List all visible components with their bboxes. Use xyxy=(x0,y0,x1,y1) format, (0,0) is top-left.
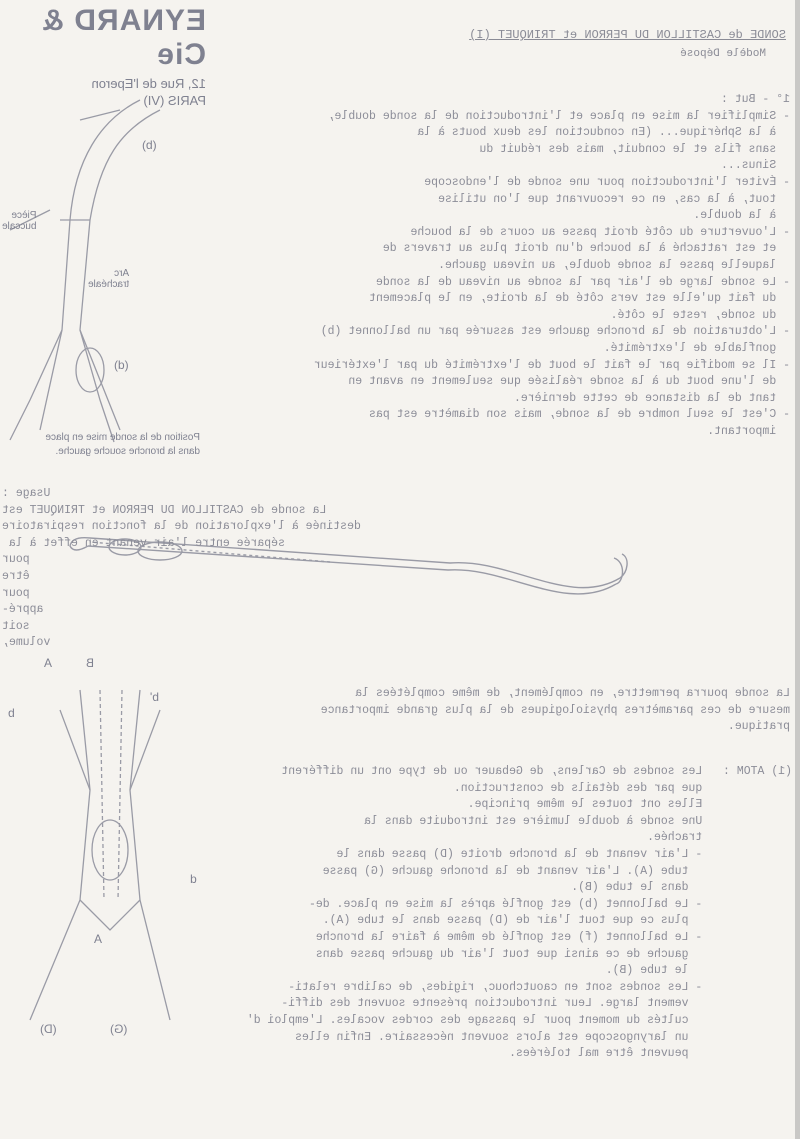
but-heading: 1° - But : xyxy=(720,93,790,106)
label-A: A xyxy=(44,656,53,670)
atom-line: - Le ballonnet (b) est gonflé après la mise en place. de- xyxy=(308,897,792,911)
usage-line: appré- xyxy=(2,603,430,617)
bronchi-figure xyxy=(0,650,200,1040)
label-b: (b) xyxy=(142,138,157,152)
atom-line: dans le tube (B). xyxy=(571,881,792,895)
but-line: sans fils et le conduit, mais des réduit du xyxy=(479,142,790,156)
atom-line: que par des détails de construction. xyxy=(453,781,792,795)
label-D: (D) xyxy=(40,1022,57,1036)
but-line: important. xyxy=(707,424,790,438)
label-b-small: b xyxy=(8,706,15,720)
atom-line: trachée. xyxy=(647,831,792,845)
usage-line: volume, xyxy=(2,636,437,650)
but-line: du sonde, reste le côté. xyxy=(610,308,790,322)
but-line: Sinus... xyxy=(714,159,790,173)
usage-section xyxy=(2,486,792,652)
atom-line: tube (A). L'air venant de la bronche gauche (G) passe xyxy=(322,864,792,878)
usage-line: pour xyxy=(2,553,417,567)
usage-line: soit xyxy=(2,619,417,633)
usage-line: destinée à l'exploration de la fonction respiratoire xyxy=(2,520,361,534)
company-address: 12, Rue de l'Eperon xyxy=(91,76,206,91)
atom-line: le tube (B). xyxy=(605,964,792,978)
atom-line: cultés du moment pour le passage des cordes vocales. L'emploi d' xyxy=(246,1013,792,1027)
but-line: à la Sphérique... (En conduction les deux bouts à la xyxy=(417,126,790,140)
placement-figure xyxy=(0,70,200,450)
usage-line: pratique. xyxy=(727,720,790,734)
usage-heading: Usage : xyxy=(2,487,51,500)
label-A-lower: A xyxy=(94,932,103,946)
label-G: (G) xyxy=(110,1022,128,1036)
atom-line: Elles ont toutes le même principe. xyxy=(467,798,792,812)
but-line: à la double. xyxy=(693,209,790,223)
atom-line: peuvent être mal tolérées. xyxy=(509,1047,792,1061)
usage-line: La sonde pourra permettre, en complément, de même complétées la xyxy=(355,687,790,700)
but-line: - L'ouverture du côté droit passe au cours de la bouche xyxy=(410,225,790,239)
label-piece-buccale: Pièce buccale xyxy=(2,210,37,232)
atom-line: plus ce que tout l'air de (D) passe dans le tube (A). xyxy=(322,914,792,928)
but-line: tout, à la cas, en ce recouvrant que l'on utilise xyxy=(438,192,790,206)
atom-line: vement large. Leur introduction présente souvent des diffi- xyxy=(281,997,792,1011)
usage-continued xyxy=(190,686,790,736)
atom-line: - Le ballonnet (f) est gonflé de même à faire la bronche xyxy=(315,930,792,944)
usage-line: La sonde de CASTILLON DU PERRON et TRINQUET est xyxy=(2,503,327,517)
but-line: laquelle passe la sonde double, au niveau gauche. xyxy=(438,258,790,272)
usage-line: mesure de ces paramètres physiologiques de la plus grande importance xyxy=(320,703,790,717)
atom-line: Une sonde à double lumière est introduite dans la xyxy=(364,814,792,828)
label-d: (d) xyxy=(114,358,129,372)
but-line: et est rattaché à la bouche d'un droit plus au travers de xyxy=(382,242,790,256)
figure-caption-line2: dans la bronche souche gauche. xyxy=(55,446,200,457)
label-b-prime: b' xyxy=(150,690,159,704)
usage-line: être xyxy=(2,569,417,583)
company-city: PARIS (VI) xyxy=(143,93,206,108)
but-line: - Le sonde large de l'air par la sonde au niveau de la sonde xyxy=(375,275,790,289)
atom-line: (1) ATOM : Les sondes de Carlens, de Gebauer ou de type ont un différent xyxy=(281,765,792,778)
title-block xyxy=(266,28,786,60)
but-line: de l'une bout du à la sonde réalisée que seulement en avant en xyxy=(348,375,790,389)
document-title: SONDE de CASTILLON DU PERRON et TRINQUET (I) xyxy=(469,28,786,42)
document-subtitle: Modèle Déposé xyxy=(680,48,766,60)
but-line: tant de la distance de cette dernière. xyxy=(513,391,790,405)
page-edge-shadow xyxy=(795,0,800,1139)
but-line: - Simplifier la mise en place et l'introduction de la sonde double, xyxy=(327,109,790,123)
atom-line: - Les sondes sont en caoutchouc, rigides, de calibre relati- xyxy=(288,980,792,994)
label-arc-tracheale: Arc trachéale xyxy=(88,268,130,290)
but-line: - L'obturation de la bronche gauche est assurée par un ballonnet (b) xyxy=(320,325,790,339)
figure-caption-line1: Position de la sonde mise en place xyxy=(45,432,200,443)
atom-line: un laryngoscope est alors souvent nécessaire. Enfin elles xyxy=(295,1030,792,1044)
atom-line: gauche de ce ainsi que tout l'air du gauche passe dans xyxy=(315,947,792,961)
usage-line: séparée entre l'air venant en effet à la xyxy=(2,536,285,550)
but-line: - C'est le seul nombre de la sonde, mais son diamètre est pas xyxy=(369,408,790,422)
label-B: B xyxy=(86,656,95,670)
company-name: EYNARD & Cie xyxy=(41,4,206,71)
but-line: - Il se modifie par le fait le bout de l'extrémité du par l'extérieur xyxy=(313,358,790,372)
atom-footnote xyxy=(192,764,792,1063)
but-line: - Éviter l'introduction pour une sonde de l'endoscope xyxy=(424,175,790,189)
but-line: du fait qu'elle est vers côté de la droite, en le placement xyxy=(369,292,790,306)
atom-line: - L'air venant de la bronche droite (D) passe dans le xyxy=(336,847,792,861)
usage-line: pour xyxy=(2,586,417,600)
but-line: gonflable de l'extrémité. xyxy=(603,341,790,355)
but-section xyxy=(210,92,790,440)
label-d-small: d xyxy=(190,872,197,886)
